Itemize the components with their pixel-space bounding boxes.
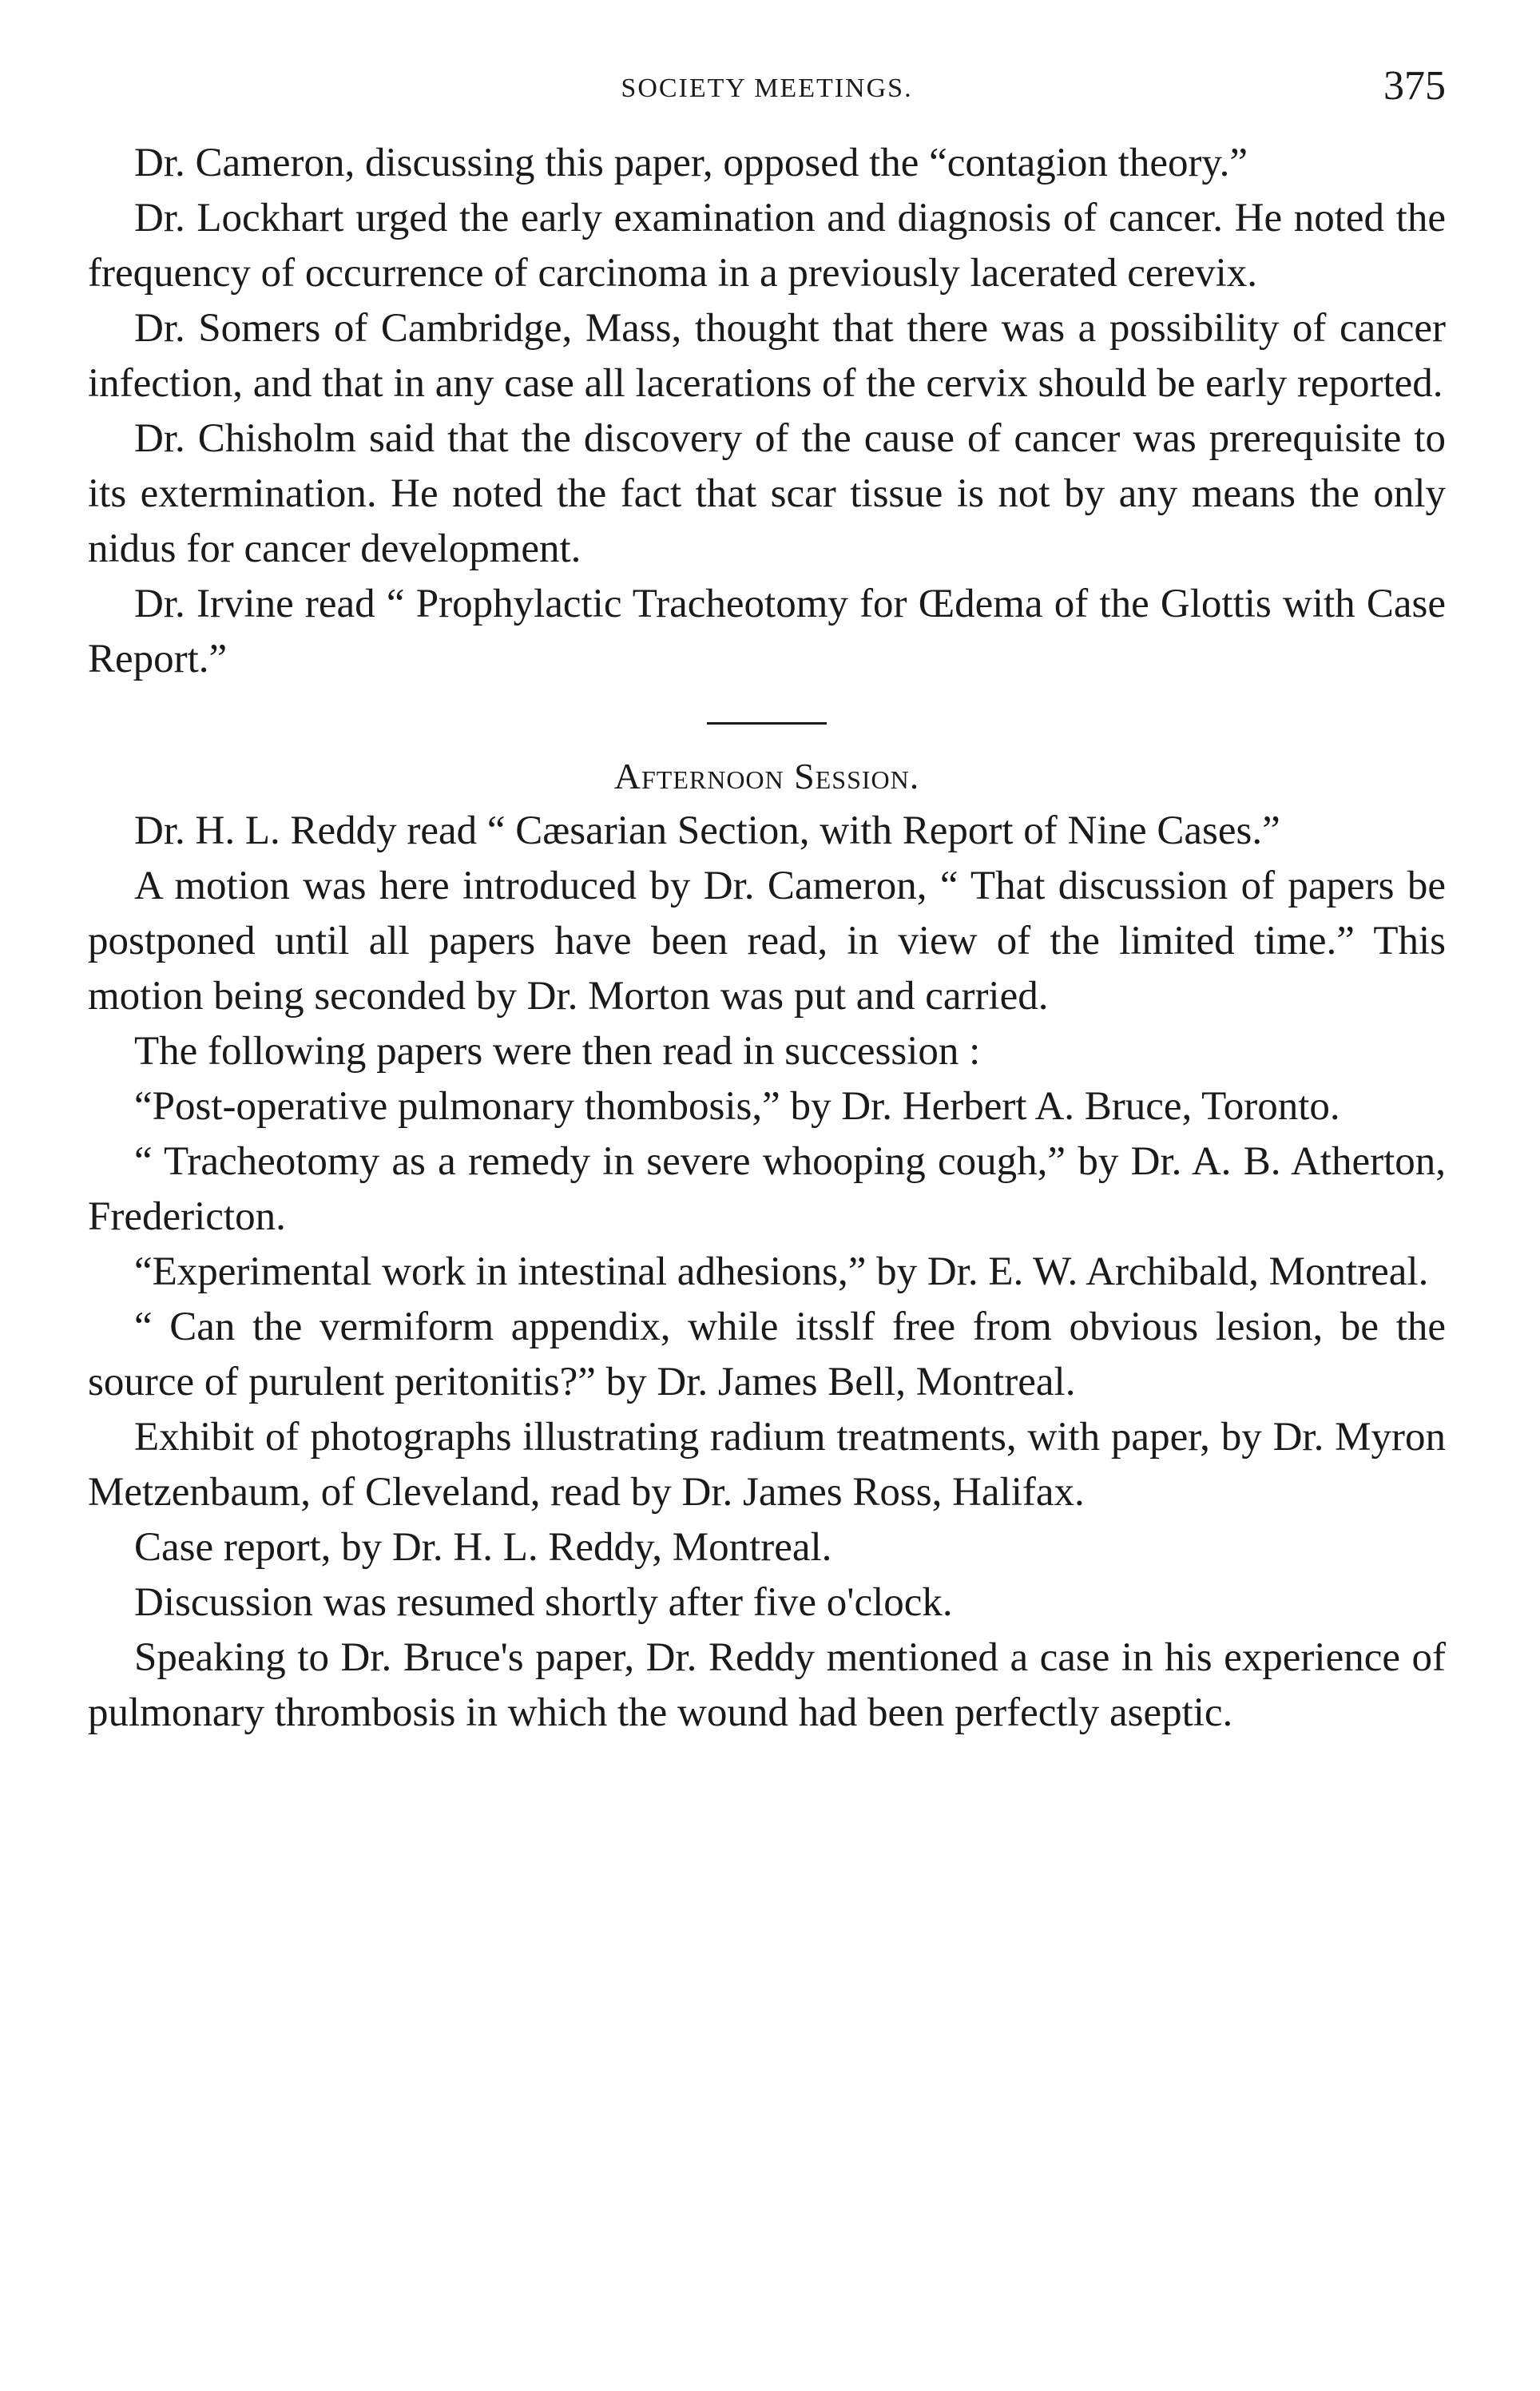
section-divider bbox=[707, 722, 827, 725]
paragraph: “Experimental work in intestinal adhesions,” by Dr. E. W. Archibald, Montreal. bbox=[134, 1249, 1429, 1294]
running-head bbox=[88, 48, 1446, 136]
paragraph: Dr. Somers of Cambridge, Mass, thought that there was a possibility of cancer infection, and that in any case all lacerations of the cervix should be early reported. bbox=[88, 306, 1446, 406]
body-text-after bbox=[88, 804, 1446, 1741]
paragraph: A motion was here introduced by Dr. Cameron, “ That discussion of papers be postponed until all papers have been read, in view of the limited time.” This motion being seconded by Dr. Morton was put and carried. bbox=[88, 864, 1446, 1019]
paragraph: Case report, by Dr. H. L. Reddy, Montreal. bbox=[134, 1525, 832, 1570]
paragraph: Discussion was resumed shortly after five o'clock. bbox=[134, 1580, 953, 1625]
book-page bbox=[88, 48, 1446, 1741]
paragraph: Dr. Cameron, discussing this paper, opposed the “contagion theory.” bbox=[134, 141, 1248, 185]
paragraph: Dr. Chisholm said that the discovery of the cause of cancer was prerequisite to its extermination. He noted the fact that scar tissue is not by any means the only nidus for cancer development. bbox=[88, 416, 1446, 571]
section-heading: Afternoon Session. bbox=[613, 756, 920, 796]
running-title: SOCIETY MEETINGS. bbox=[621, 73, 913, 103]
page-number: 375 bbox=[1383, 63, 1446, 109]
paragraph: “Post-operative pulmonary thombosis,” by Dr. Herbert A. Bruce, Toronto. bbox=[134, 1084, 1340, 1129]
paragraph: The following papers were then read in succession : bbox=[134, 1029, 981, 1074]
paragraph: “ Tracheotomy as a remedy in severe whooping cough,” by Dr. A. B. Atherton, Fredericton. bbox=[88, 1139, 1446, 1239]
paragraph: Speaking to Dr. Bruce's paper, Dr. Reddy mentioned a case in his experience of pulmonary thrombosis in which the wound had been perfectly aseptic. bbox=[88, 1635, 1446, 1735]
paragraph: Exhibit of photographs illustrating radium treatments, with paper, by Dr. Myron Metzenbaum, of Cleveland, read by Dr. James Ross, Halifax. bbox=[88, 1415, 1446, 1515]
paragraph: Dr. H. L. Reddy read “ Cæsarian Section, with Report of Nine Cases.” bbox=[134, 808, 1280, 853]
paragraph: Dr. Irvine read “ Prophylactic Tracheotomy for Œdema of the Glottis with Case Report.” bbox=[88, 582, 1446, 681]
paragraph: “ Can the vermiform appendix, while itsslf free from obvious lesion, be the source of purulent peritonitis?” by Dr. James Bell, Montreal. bbox=[88, 1305, 1446, 1404]
paragraph: Dr. Lockhart urged the early examination and diagnosis of cancer. He noted the frequency of occurrence of carcinoma in a previously lacerated cerevix. bbox=[88, 196, 1446, 296]
body-text-before bbox=[88, 136, 1446, 687]
